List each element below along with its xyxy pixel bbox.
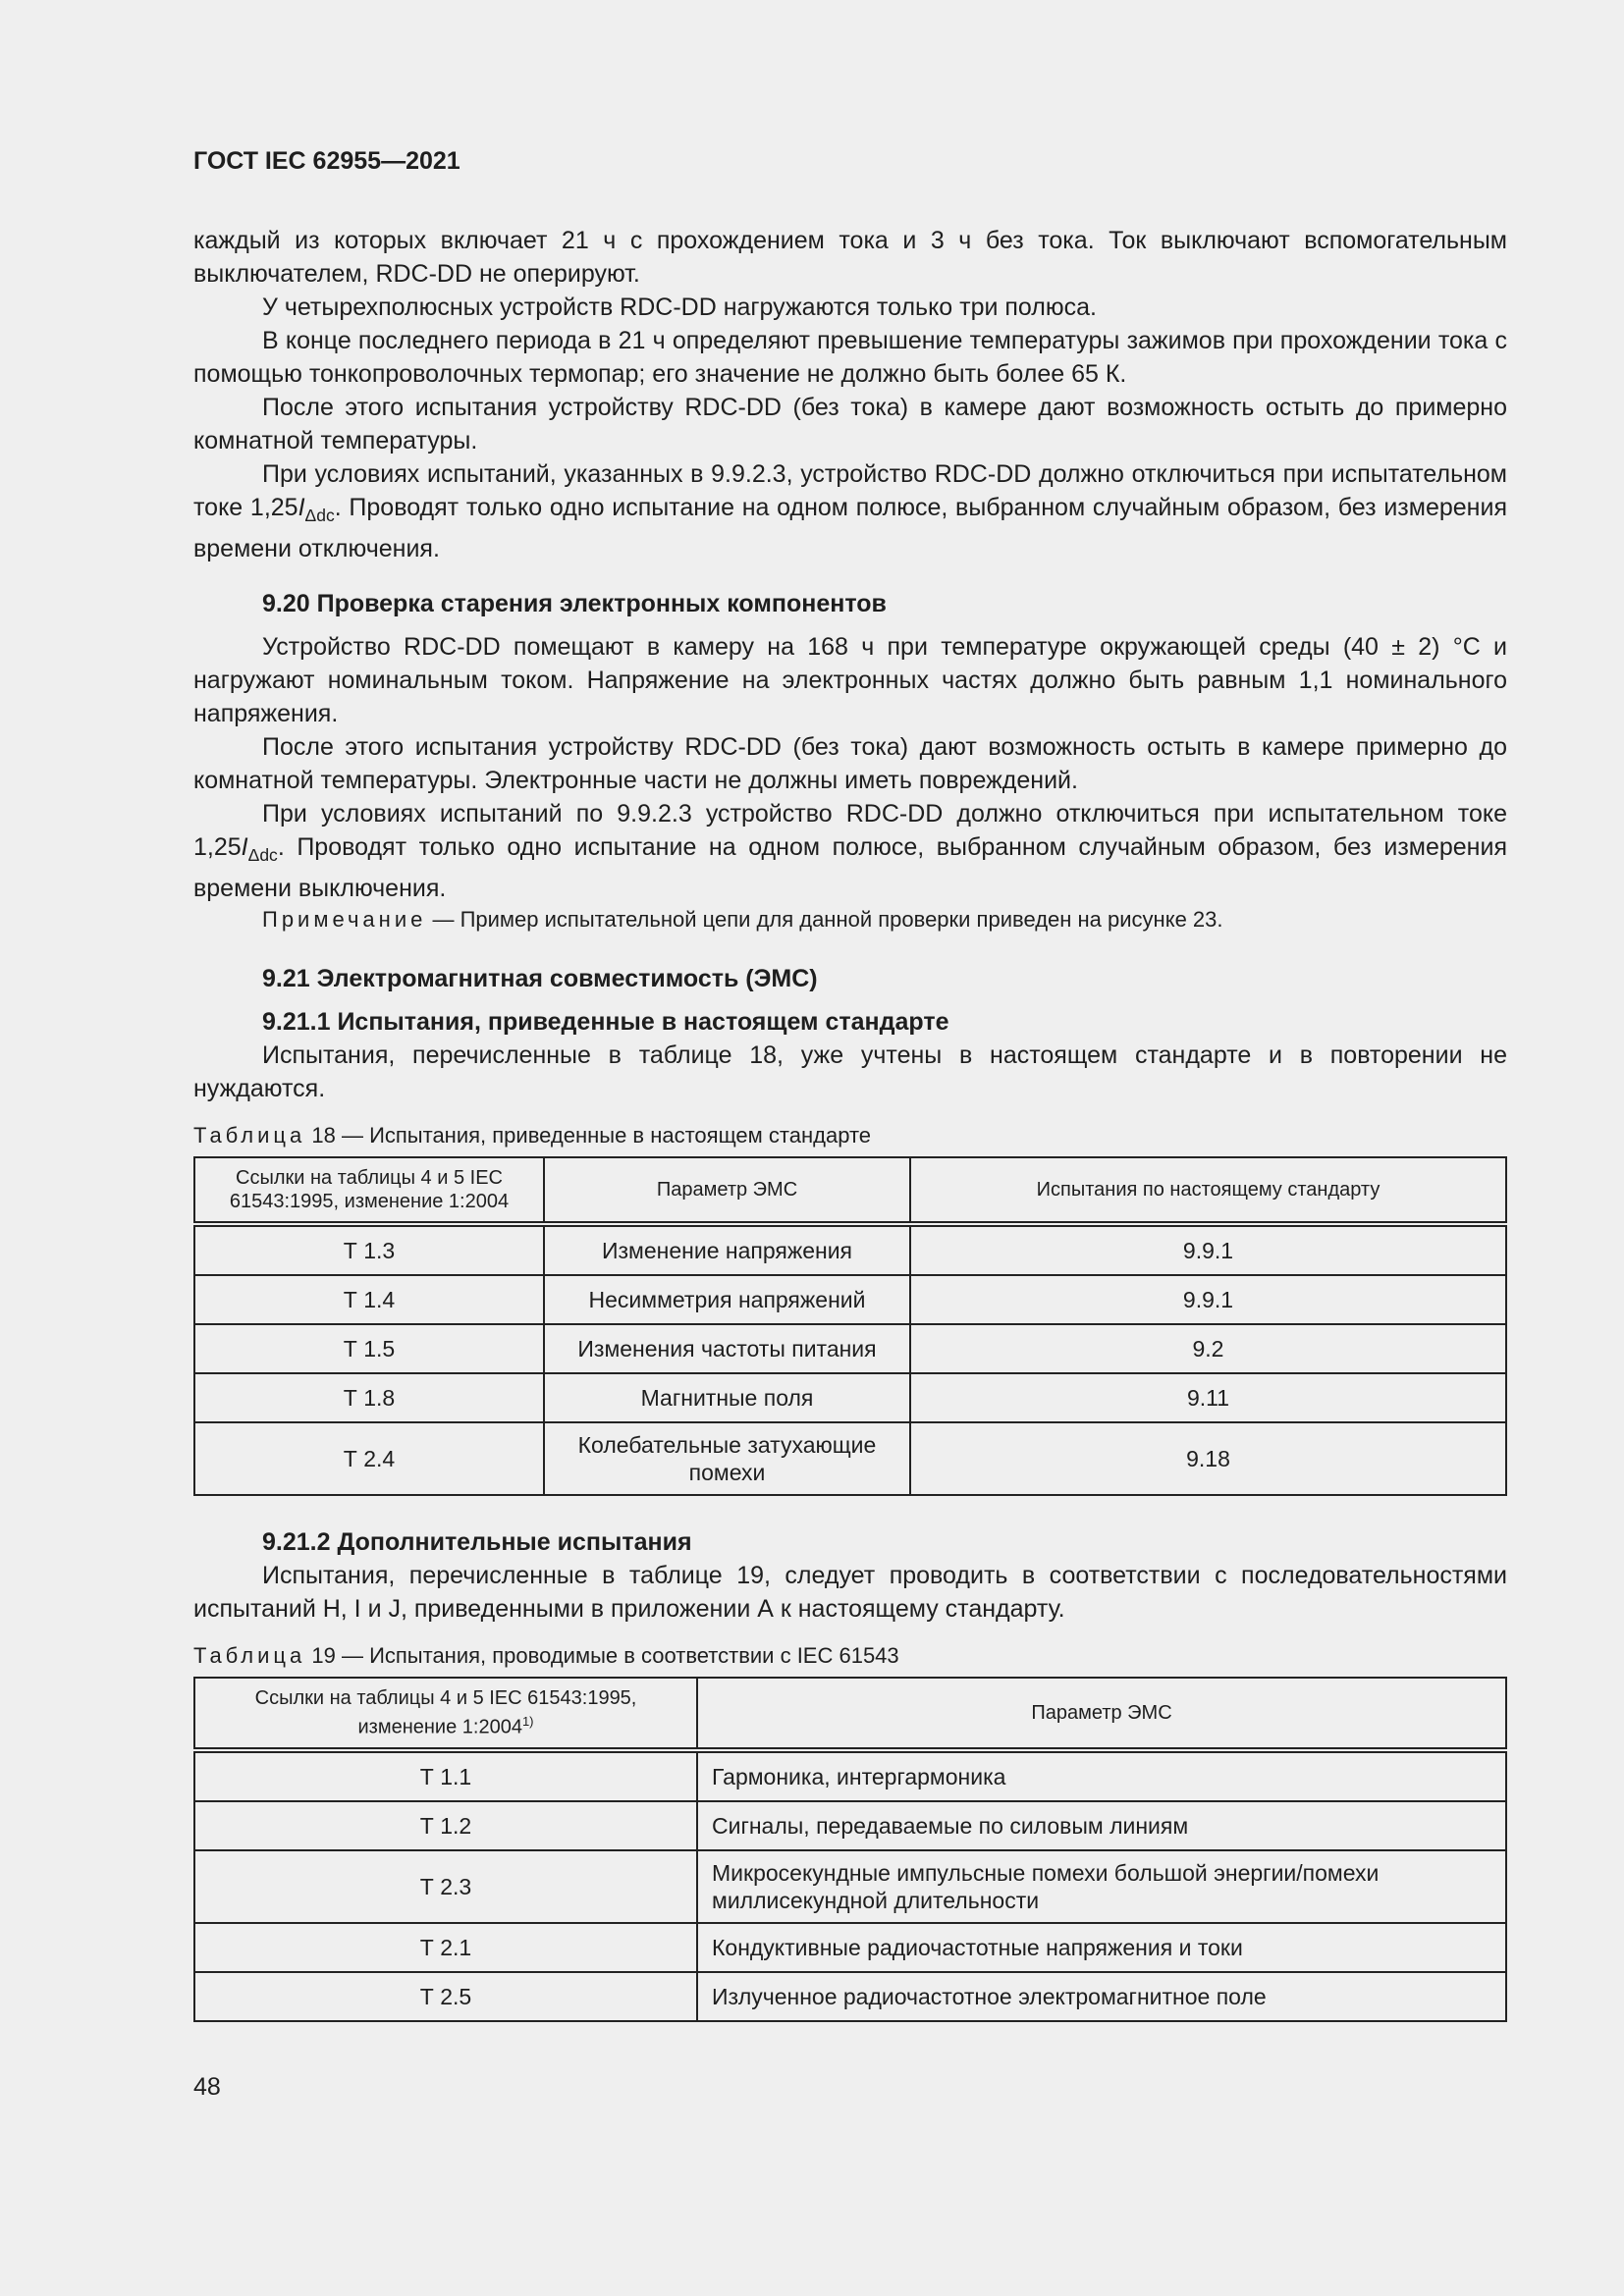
page-number: 48	[193, 2073, 221, 2101]
table-cell: Сигналы, передаваемые по силовым линиям	[697, 1801, 1506, 1850]
section-heading-9-20: 9.20 Проверка старения электронных компонентов	[262, 590, 887, 617]
table-cell: Т 1.2	[194, 1801, 697, 1850]
table-cell: Гармоника, интергармоника	[697, 1750, 1506, 1801]
table-cell: 9.11	[910, 1373, 1506, 1422]
paragraph: После этого испытания устройству RDC-DD (без тока) в камере дают возможность остыть до примерно комнатной температуры.	[193, 394, 1507, 454]
table-cell: Несимметрия напряжений	[544, 1275, 910, 1324]
table-row	[194, 1923, 1506, 1972]
table-row	[194, 1750, 1506, 1801]
note-text: — Пример испытательной цепи для данной проверки приведен на рисунке 23.	[426, 907, 1223, 932]
table-cell: 9.9.1	[910, 1224, 1506, 1275]
table-19	[193, 1677, 1507, 2022]
table-19-caption: Таблица 19 — Испытания, проводимые в соответствии с IEC 61543	[193, 1643, 899, 1668]
paragraph-trip-test: При условиях испытаний по 9.9.2.3 устройство RDC-DD должно отключиться при испытательном токе $1,25I_{\Delta dc}$. Проводят только одно испытание на одном полюсе, выбранном случайным образом, без измерения времени выключения.	[193, 800, 1507, 902]
table-cell: Микросекундные импульсные помехи большой энергии/помехи миллисекундной длительности	[697, 1850, 1506, 1923]
table-cell: Колебательные затухающие помехи	[544, 1422, 910, 1495]
table-cell: Т 1.3	[194, 1224, 544, 1275]
table-row	[194, 1373, 1506, 1422]
note	[193, 905, 1507, 934]
paragraph-trip-test: При условиях испытаний, указанных в 9.9.2.3, устройство RDC-DD должно отключиться при испытательном токе $1,25I_{\Delta dc}$. Проводят только одно испытание на одном полюсе, выбранном случайным образом, без измерения времени отключения.	[193, 460, 1507, 562]
table-row	[194, 1422, 1506, 1495]
table-header-row	[194, 1157, 1506, 1224]
paragraph: После этого испытания устройству RDC-DD (без тока) дают возможность остыть в камере примерно до комнатной температуры. Электронные части не должны иметь повреждений.	[193, 733, 1507, 794]
table-row	[194, 1972, 1506, 2021]
section-heading-9-21: 9.21 Электромагнитная совместимость (ЭМС)	[262, 965, 818, 992]
paragraph: Устройство RDC-DD помещают в камеру на 168 ч при температуре окружающей среды (40 ± 2) °С и нагружают номинальным током. Напряжение на электронных частях должно быть равным 1,1 номинального напряжения.	[193, 633, 1507, 727]
table-cell: Магнитные поля	[544, 1373, 910, 1422]
document-header: ГОСТ IEC 62955—2021	[193, 147, 460, 175]
table-header-cell: Параметр ЭМС	[544, 1157, 910, 1224]
paragraph: В конце последнего периода в 21 ч определяют превышение температуры зажимов при прохождении тока с помощью тонкопроволочных термопар; его значение не должно быть более 65 К.	[193, 327, 1507, 388]
table-header-row	[194, 1678, 1506, 1750]
paragraph: Испытания, перечисленные в таблице 18, уже учтены в настоящем стандарте и в повторении не нуждаются.	[193, 1041, 1507, 1102]
table-cell: Кондуктивные радиочастотные напряжения и токи	[697, 1923, 1506, 1972]
table-header-cell: Испытания по настоящему стандарту	[910, 1157, 1506, 1224]
page-content	[193, 224, 1507, 2022]
table-cell: Т 1.5	[194, 1324, 544, 1373]
table-cell: Т 2.3	[194, 1850, 697, 1923]
table-row	[194, 1850, 1506, 1923]
table-row	[194, 1801, 1506, 1850]
table-cell: 9.2	[910, 1324, 1506, 1373]
paragraph: У четырехполюсных устройств RDC-DD нагружаются только три полюса.	[262, 294, 1097, 321]
note-label: Примечание	[262, 907, 427, 932]
table-row	[194, 1224, 1506, 1275]
table-cell: Т 1.8	[194, 1373, 544, 1422]
paragraph: Испытания, перечисленные в таблице 19, следует проводить в соответствии с последовательностями испытаний H, I и J, приведенными в приложении А к настоящему стандарту.	[193, 1562, 1507, 1623]
table-cell: Излученное радиочастотное электромагнитное поле	[697, 1972, 1506, 2021]
table-header-cell: Ссылки на таблицы 4 и 5 IEC 61543:1995, изменение 1:2004$^{1)}$	[194, 1678, 697, 1750]
paragraph: каждый из которых включает 21 ч с прохождением тока и 3 ч без тока. Ток выключают вспомогательным выключателем, RDC-DD не оперируют.	[193, 227, 1507, 288]
table-cell: Изменение напряжения	[544, 1224, 910, 1275]
section-heading-9-21-2: 9.21.2 Дополнительные испытания	[262, 1528, 692, 1556]
table-18-caption: Таблица 18 — Испытания, приведенные в настоящем стандарте	[193, 1123, 872, 1148]
table-cell: Т 2.4	[194, 1422, 544, 1495]
table-header-cell: Ссылки на таблицы 4 и 5 IEC 61543:1995, изменение 1:2004	[194, 1157, 544, 1224]
table-cell: 9.18	[910, 1422, 1506, 1495]
table-cell: Т 2.5	[194, 1972, 697, 2021]
table-row	[194, 1275, 1506, 1324]
table-cell: Т 2.1	[194, 1923, 697, 1972]
table-row	[194, 1324, 1506, 1373]
table-header-cell: Параметр ЭМС	[697, 1678, 1506, 1750]
table-cell: 9.9.1	[910, 1275, 1506, 1324]
section-heading-9-21-1: 9.21.1 Испытания, приведенные в настоящем стандарте	[262, 1008, 949, 1036]
table-cell: Изменения частоты питания	[544, 1324, 910, 1373]
table-cell: Т 1.1	[194, 1750, 697, 1801]
table-18	[193, 1156, 1507, 1496]
table-cell: Т 1.4	[194, 1275, 544, 1324]
